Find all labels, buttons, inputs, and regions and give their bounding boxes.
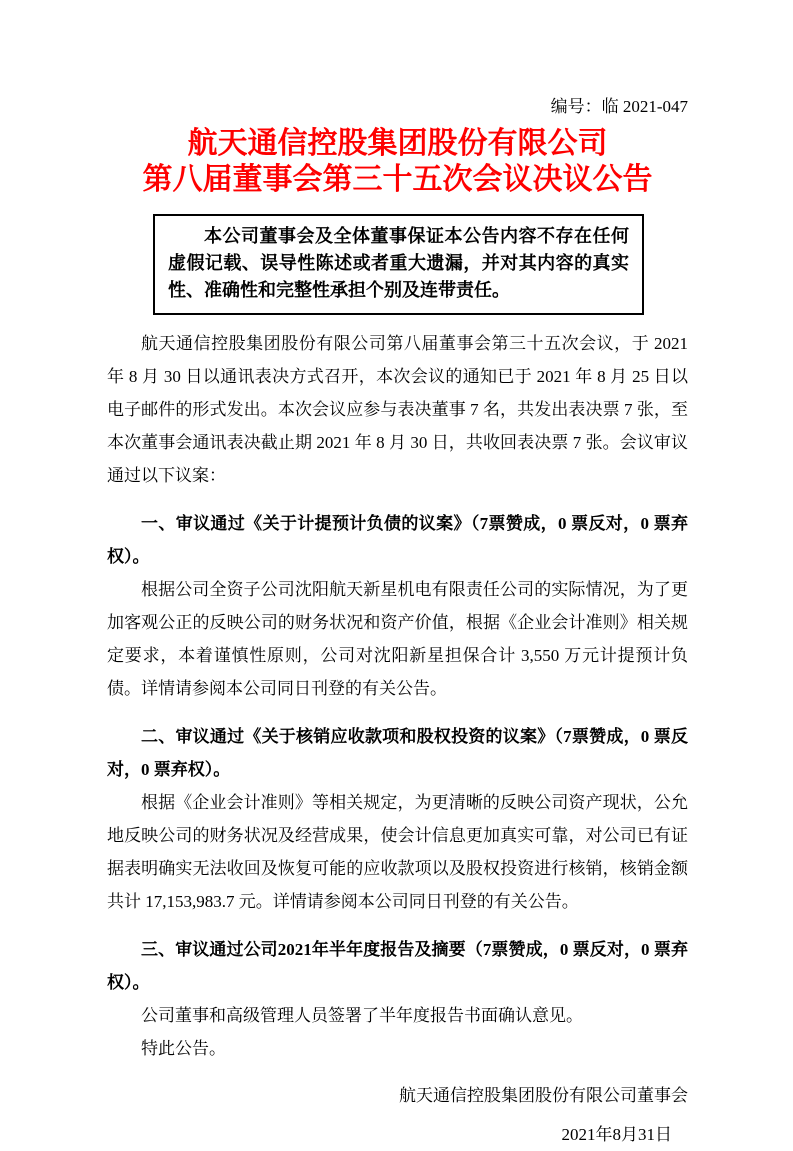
section-2-heading: 二、审议通过《关于核销应收款项和股权投资的议案》（7票赞成，0 票反对，0 票弃权）。 — [107, 727, 688, 779]
section-1-body: 根据公司全资子公司沈阳航天新星机电有限责任公司的实际情况，为了更加客观公正的反映公司的财务状况和资产价值，根据《企业会计准则》相关规定要求，本着谨慎性原则，公司对沈阳新星担保合计 3,550 万元计提预计负债。详情请参阅本公司同日刊登的有关公告。 — [107, 580, 688, 698]
signature-line: 航天通信控股集团股份有限公司董事会 — [399, 1086, 688, 1105]
closing-line: 特此公告。 — [141, 1039, 226, 1058]
title-line-company: 航天通信控股集团股份有限公司 — [187, 127, 608, 160]
disclaimer-box — [153, 214, 644, 315]
section-3-body: 公司董事和高级管理人员签署了半年度报告书面确认意见。 — [141, 1006, 583, 1025]
section-1-heading: 一、审议通过《关于计提预计负债的议案》（7票赞成，0 票反对，0 票弃权）。 — [107, 514, 688, 566]
intro-paragraph: 航天通信控股集团股份有限公司第八届董事会第三十五次会议，于 2021 年 8 月 30 日以通讯表决方式召开，本次会议的通知已于 2021 年 8 月 25 日以电子邮件的形式发出。本次会议应参与表决董事 7 名，共发出表决票 7 张，至本次董事会通讯表决截止期 2021 年 8 月 30 日，共收回表决票 7 张。会议审议通过以下议案： — [107, 334, 688, 485]
section-3-heading: 三、审议通过公司2021年半年度报告及摘要（7票赞成，0 票反对，0 票弃权）。 — [107, 940, 688, 992]
title-line-meeting: 第八届董事会第三十五次会议决议公告 — [142, 163, 653, 196]
date-line: 2021年8月31日 — [561, 1125, 672, 1144]
section-2-body: 根据《企业会计准则》等相关规定，为更清晰的反映公司资产现状，公允地反映公司的财务状况及经营成果，使会计信息更加真实可靠，对公司已有证据表明确实无法收回及恢复可能的应收款项以及股权投资进行核销，核销金额共计 17,153,983.7 元。详情请参阅本公司同日刊登的有关公告。 — [107, 793, 688, 911]
page-title — [107, 126, 688, 198]
serial-number: 编号：临 2021-047 — [550, 97, 688, 116]
disclaimer-text: 本公司董事会及全体董事保证本公告内容不存在任何虚假记载、误导性陈述或者重大遗漏，并对其内容的真实性、准确性和完整性承担个别及连带责任。 — [168, 226, 629, 300]
